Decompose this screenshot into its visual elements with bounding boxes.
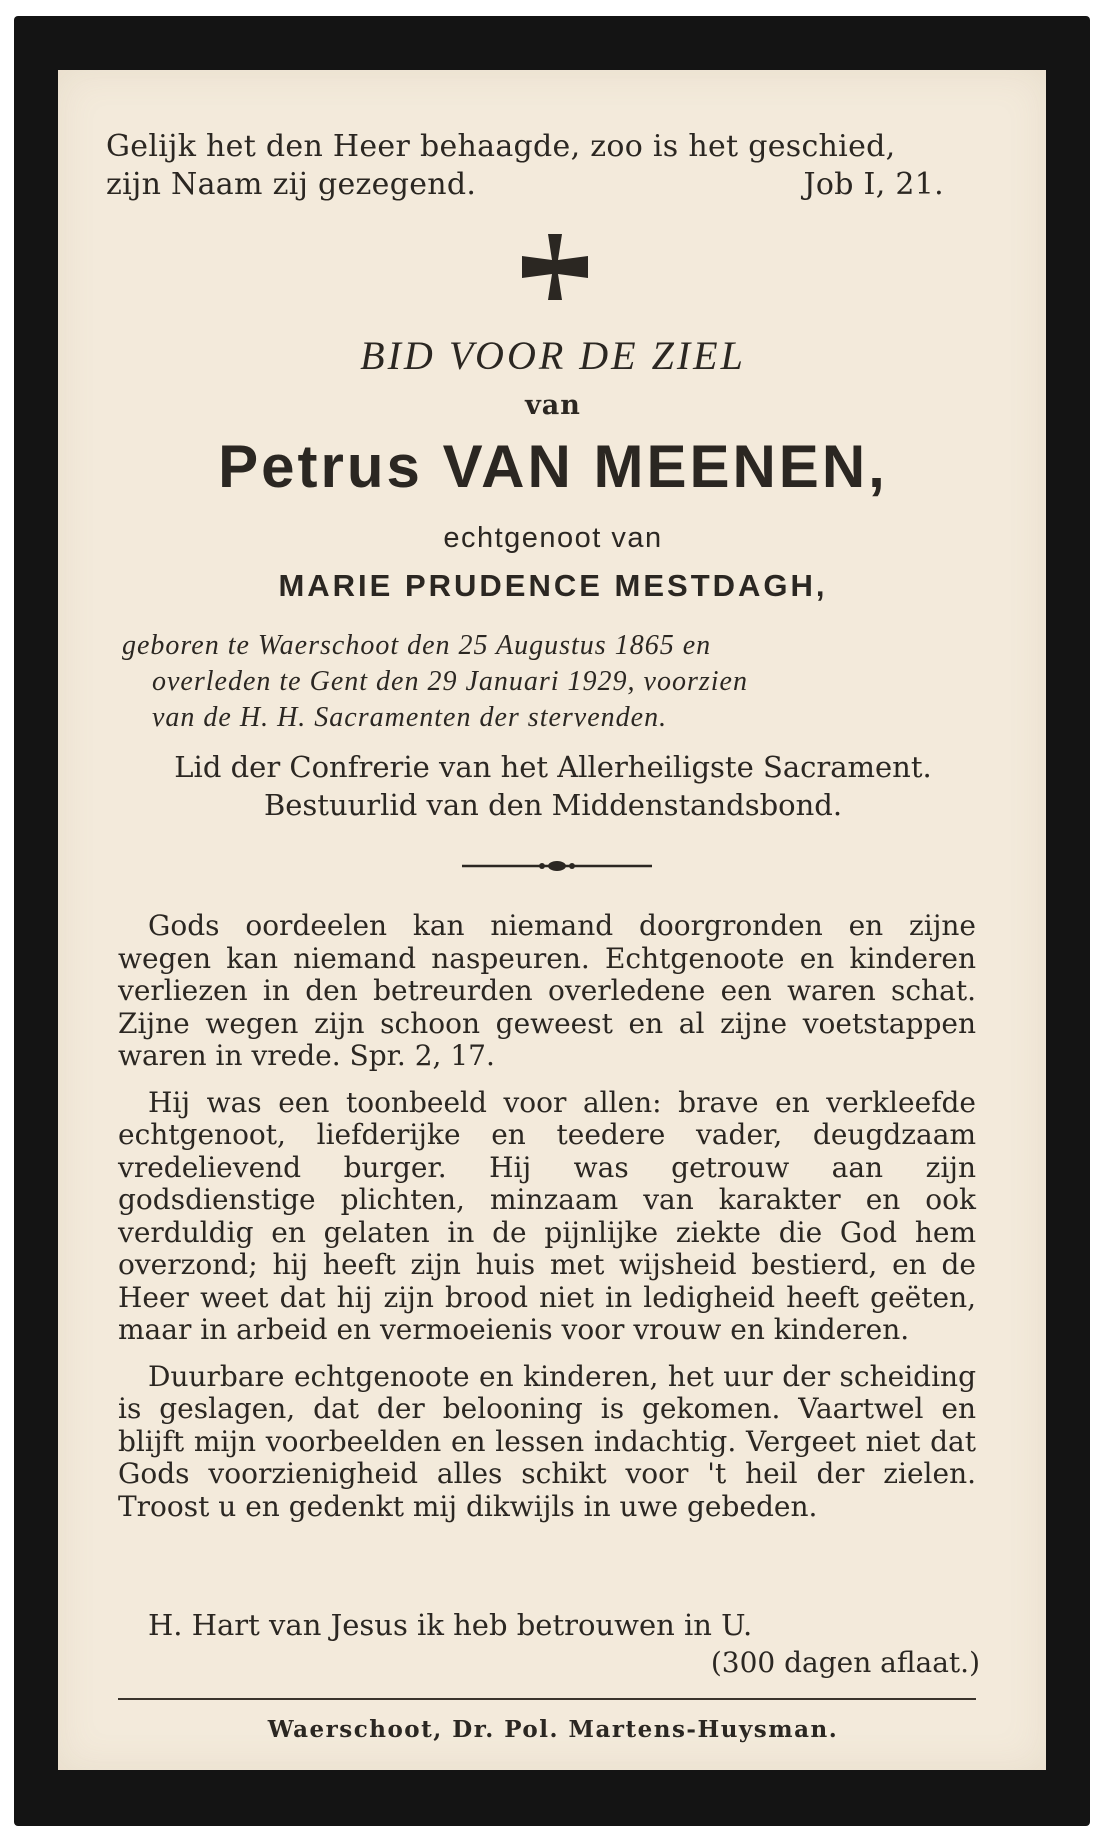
motto-line-2-row bbox=[106, 166, 986, 204]
prayer-line: H. Hart van Jesus ik heb betrouwen in U. bbox=[148, 1608, 753, 1642]
membership-line-1: Lid der Confrerie van het Allerheiligste Sacrament. bbox=[174, 750, 932, 784]
memorial-text bbox=[118, 910, 976, 1537]
motto-line-1: Gelijk het den Heer behaagde, zoo is het geschied, bbox=[106, 129, 896, 164]
footer-rule bbox=[118, 1698, 976, 1700]
life-line-2: overleden te Gent den 29 Januari 1929, voorzien bbox=[152, 666, 748, 697]
life-line-1: geboren te Waerschoot den 25 Augustus 1865 en bbox=[122, 630, 712, 661]
motto-line-2: zijn Naam zij gezegend. bbox=[106, 167, 477, 202]
memorial-paragraph-1: Gods oordeelen kan niemand doorgronden en zijne wegen kan niemand naspeuren. Echtgenoote en kinderen verliezen in den betreurden overledene een waren schat. Zijne wegen zijn schoon geweest en al zijne voetstappen waren in vrede. Spr. 2, 17. bbox=[118, 909, 976, 1072]
life-dates bbox=[122, 628, 982, 736]
memorial-paragraph-3: Duurbare echtgenoote en kinderen, het uur der scheiding is geslagen, dat der belooning is gekomen. Vaartwel en blijft mijn voorbeelden en lessen indachtig. Vergeet niet dat Gods voorzienigheid alles schikt voor 't heil der zielen. Troost u en gedenkt mij dikwijls in uwe gebeden. bbox=[118, 1359, 976, 1523]
deceased-name: Petrus VAN MEENEN, bbox=[218, 433, 888, 500]
indulgence-note: (300 dagen aflaat.) bbox=[710, 1646, 980, 1679]
van-word: van bbox=[525, 390, 581, 421]
membership bbox=[0, 748, 1106, 824]
membership-line-2: Bestuurlid van den Middenstandsbond. bbox=[263, 788, 843, 822]
motto-reference: Job I, 21. bbox=[803, 167, 944, 202]
memorial-paragraph-2: Hij was een toonbeeld voor allen: brave en verkleefde echtgenoot, liefderijke en teedere vader, deugdzaam vredelievend burger. Hij was getrouw aan zijn godsdienstige plichten, minzaam van karakter en ook verduldig en gelaten in de pijnlijke ziekte die God hem overzond; hij heeft zijn huis met wijsheid bestierd, en de Heer weet dat hij zijn brood niet in ledigheid heeft geëten, maar in arbeid en vermoeienis voor vrouw en kinderen. bbox=[118, 1085, 976, 1346]
spouse-name: MARIE PRUDENCE MESTDAGH, bbox=[278, 568, 828, 603]
cross-pattee-icon bbox=[520, 232, 590, 302]
bible-motto bbox=[106, 128, 986, 204]
ornament-divider-icon bbox=[462, 856, 652, 876]
spouse-of-label: echtgenoot van bbox=[443, 522, 663, 554]
life-line-3: van de H. H. Sacramenten der stervenden. bbox=[152, 702, 668, 733]
printer-imprint: Waerschoot, Dr. Pol. Martens-Huysman. bbox=[267, 1716, 839, 1743]
bid-heading: BID VOOR DE ZIEL bbox=[360, 333, 746, 378]
